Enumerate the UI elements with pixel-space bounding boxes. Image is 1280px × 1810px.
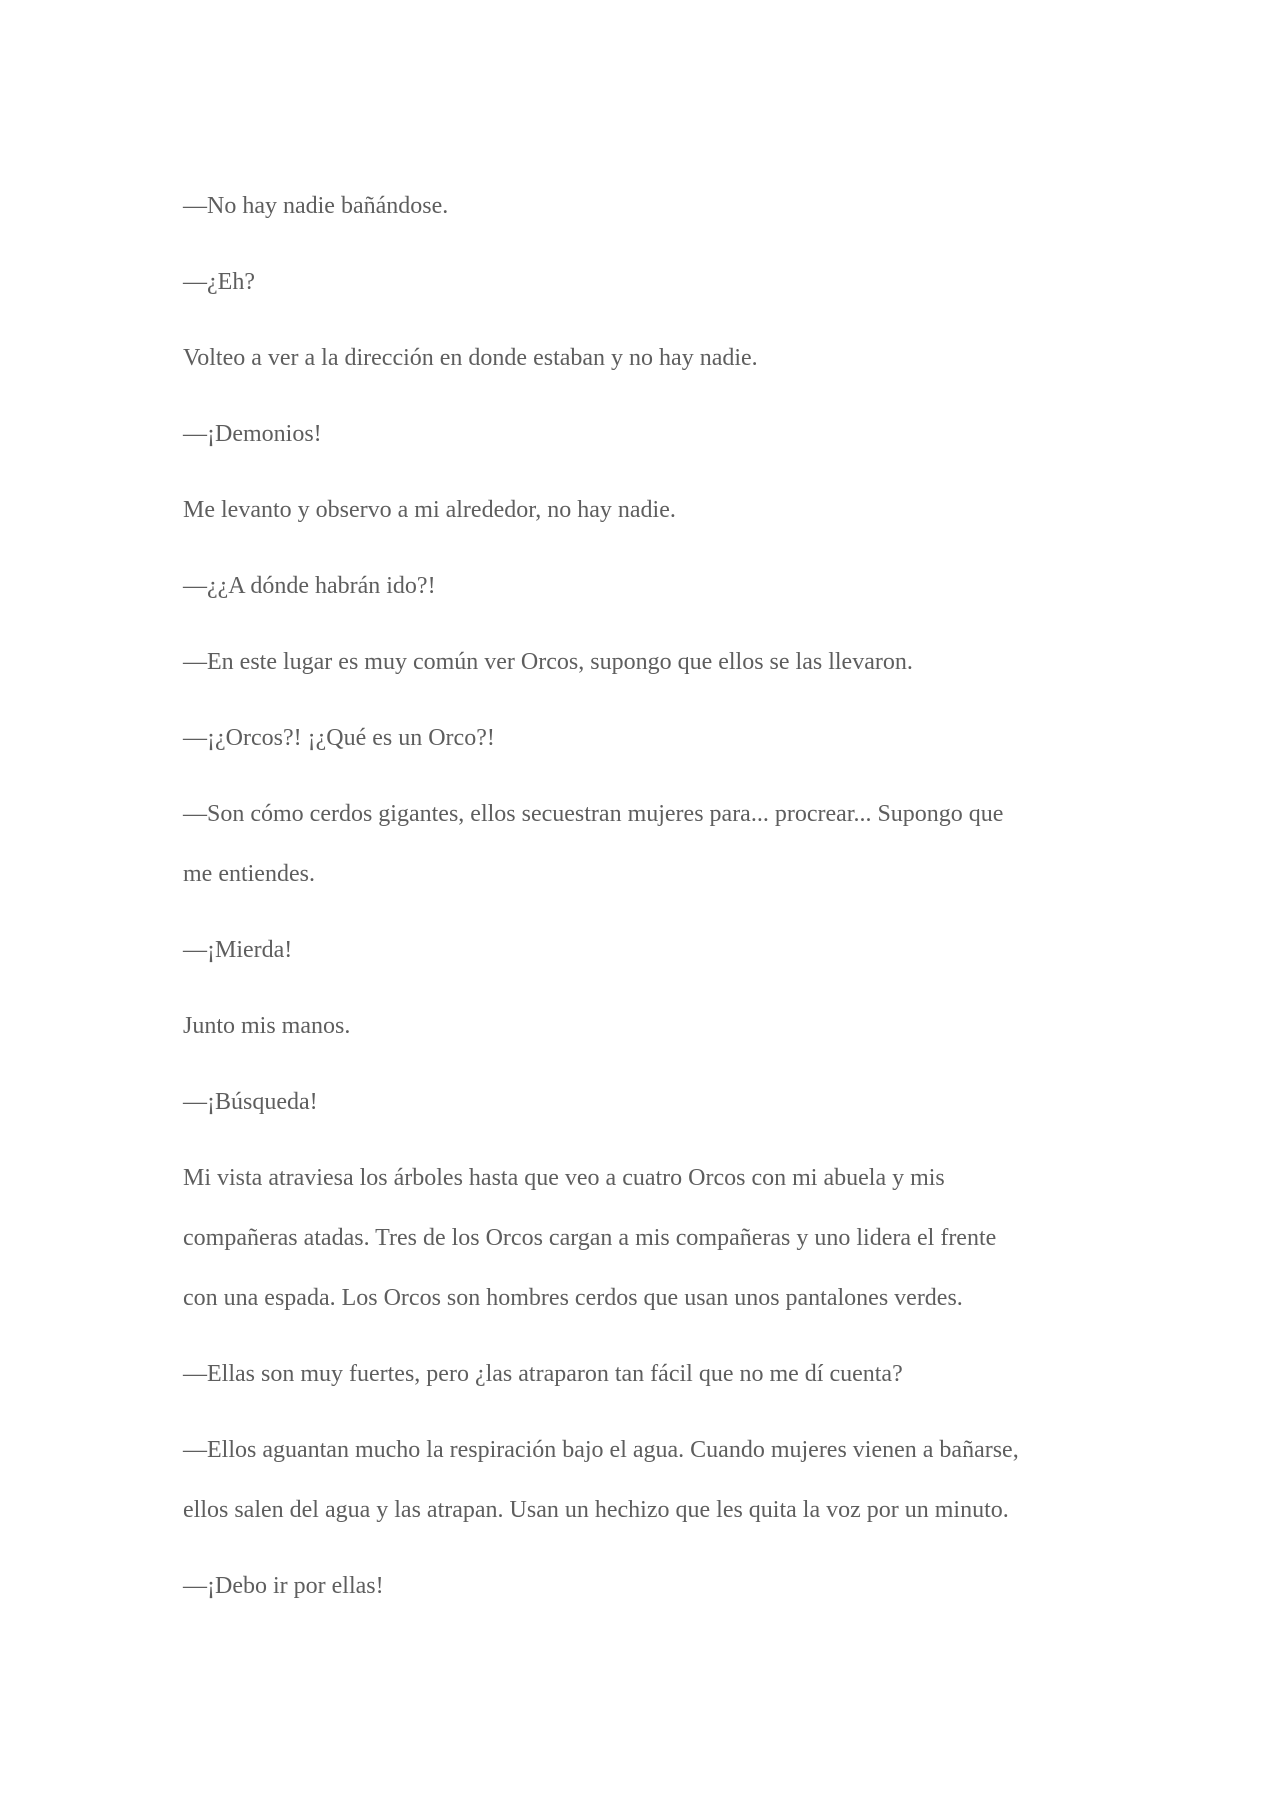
paragraph xyxy=(183,1072,1103,1132)
paragraph xyxy=(183,252,1103,312)
text-line: Junto mis manos. xyxy=(183,1013,351,1039)
paragraph xyxy=(183,328,1103,388)
paragraph xyxy=(183,996,1103,1056)
text-line: Mi vista atraviesa los árboles hasta que veo a cuatro Orcos con mi abuela y mis xyxy=(183,1165,945,1191)
text-line: compañeras atadas. Tres de los Orcos cargan a mis compañeras y uno lidera el frente xyxy=(183,1225,997,1251)
text-line: —Ellas son muy fuertes, pero ¿las atraparon tan fácil que no me dí cuenta? xyxy=(183,1361,903,1387)
text-line: —¡Búsqueda! xyxy=(183,1089,318,1115)
text-line: con una espada. Los Orcos son hombres cerdos que usan unos pantalones verdes. xyxy=(183,1285,963,1311)
document-body xyxy=(183,176,1103,1632)
paragraph xyxy=(183,1344,1103,1404)
paragraph xyxy=(183,404,1103,464)
text-line: —¡¿Orcos?! ¡¿Qué es un Orco?! xyxy=(183,725,495,751)
text-line: —¿¿A dónde habrán ido?! xyxy=(183,573,436,599)
text-line: ellos salen del agua y las atrapan. Usan un hechizo que les quita la voz por un minuto. xyxy=(183,1497,1009,1523)
text-line: —No hay nadie bañándose. xyxy=(183,193,449,219)
paragraph xyxy=(183,784,1103,904)
paragraph xyxy=(183,556,1103,616)
text-line: Me levanto y observo a mi alrededor, no hay nadie. xyxy=(183,497,676,523)
text-line: —¡Demonios! xyxy=(183,421,322,447)
paragraph xyxy=(183,920,1103,980)
paragraph xyxy=(183,1420,1103,1540)
paragraph xyxy=(183,1556,1103,1616)
paragraph xyxy=(183,176,1103,236)
text-line: —¡Mierda! xyxy=(183,937,293,963)
text-line: —¡Debo ir por ellas! xyxy=(183,1573,384,1599)
text-line: Volteo a ver a la dirección en donde estaban y no hay nadie. xyxy=(183,345,758,371)
paragraph xyxy=(183,1148,1103,1328)
text-line: —¿Eh? xyxy=(183,269,255,295)
text-line: —Ellos aguantan mucho la respiración bajo el agua. Cuando mujeres vienen a bañarse, xyxy=(183,1437,1019,1463)
text-line: me entiendes. xyxy=(183,861,315,887)
paragraph xyxy=(183,708,1103,768)
paragraph xyxy=(183,480,1103,540)
text-line: —En este lugar es muy común ver Orcos, supongo que ellos se las llevaron. xyxy=(183,649,913,675)
paragraph xyxy=(183,632,1103,692)
text-line: —Son cómo cerdos gigantes, ellos secuestran mujeres para... procrear... Supongo que xyxy=(183,801,1004,827)
